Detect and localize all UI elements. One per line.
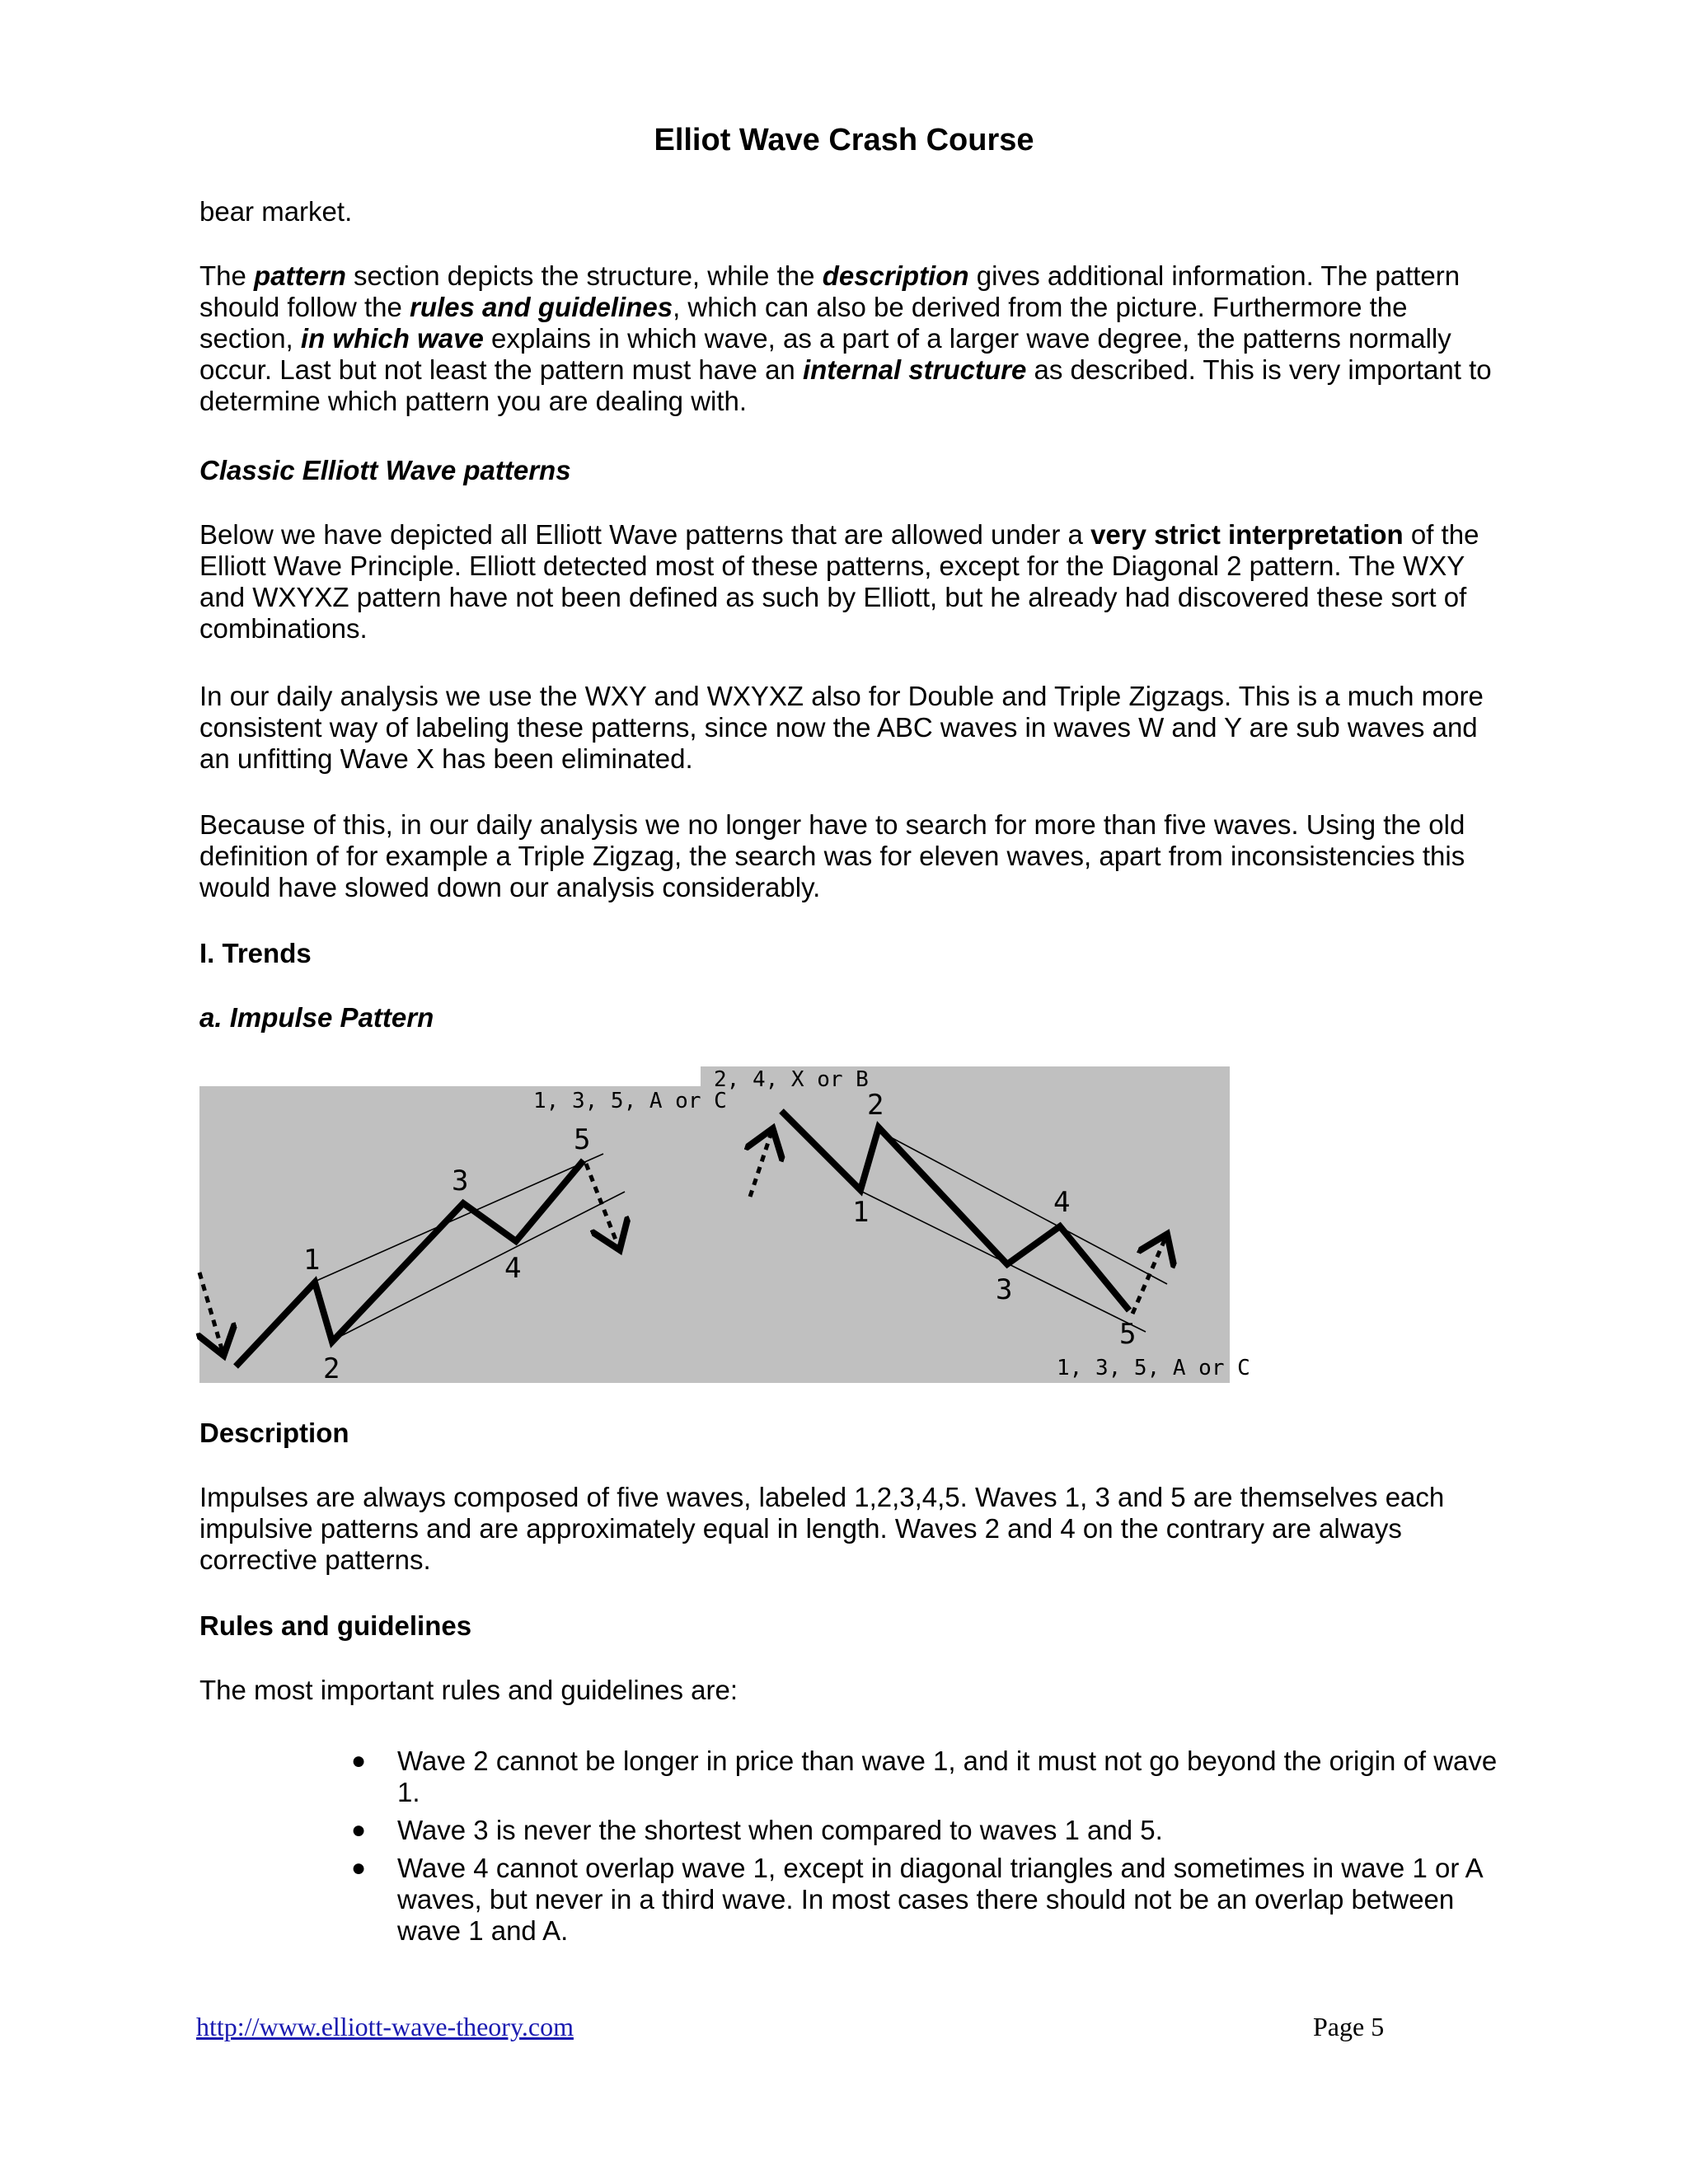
emphasis-internal-structure: internal structure [802, 354, 1027, 385]
left-diagram-background [199, 1086, 701, 1383]
page-title: Elliot Wave Crash Course [654, 123, 1034, 157]
right-wave-label-3: 3 [996, 1273, 1013, 1306]
emphasis-strict: very strict interpretation [1090, 519, 1404, 550]
rules-list [351, 1746, 1502, 1953]
rules-intro: The most important rules and guidelines are: [199, 1675, 738, 1705]
list-item-text: Wave 2 cannot be longer in price than wave 1, and it must not go beyond the origin of wave 1. [397, 1746, 1498, 1807]
text-run: of the Elliott Wave Principle. Elliott detected most of these patterns, except for the Diagonal 2 pattern. The WXY and WXYXZ pattern have not been defined as such by Elliott, but he already had discovered these sort of combinations. [199, 519, 1479, 644]
text-run: as described. This is very important to determine which pattern you are dealing with. [199, 354, 1492, 416]
continued-text: bear market. [199, 196, 353, 227]
right-wave-label-5: 5 [1119, 1318, 1137, 1351]
text-run: gives additional information. The pattern should follow the [199, 260, 1461, 322]
rules-heading: Rules and guidelines [199, 1610, 472, 1641]
text-run: section depicts the structure, while the [345, 260, 823, 291]
text-run: Below we have depicted all Elliott Wave patterns that are allowed under a [199, 519, 1091, 550]
description-heading: Description [199, 1418, 349, 1448]
left-wave-label-5: 5 [574, 1123, 591, 1156]
impulse-diagram [199, 1066, 1250, 1385]
left-wave-label-1: 1 [303, 1244, 321, 1277]
emphasis-pattern: pattern [254, 260, 346, 291]
list-item-text: Wave 3 is never the shortest when compared to waves 1 and 5. [397, 1815, 1163, 1845]
left-wave-label-3: 3 [452, 1165, 469, 1197]
right-top-label: 2, 4, X or B [714, 1067, 869, 1092]
intro-paragraph [199, 260, 1502, 417]
right-wave-label-4: 4 [1053, 1186, 1071, 1219]
impulse-pattern-figure [199, 1066, 1250, 1385]
classic-paragraph-3: Because of this, in our daily analysis we no longer have to search for more than five waves. Using the old definition of for example a Triple Zigzag, the search was for eleven waves, apart from inconsistencies this would have slowed down our analysis considerably. [199, 809, 1465, 902]
text-run: , which can also be derived from the picture. Furthermore the section, [199, 292, 1408, 354]
emphasis-description: description [822, 260, 969, 291]
bullet-icon: ● [351, 1747, 367, 1774]
list-item-text: Wave 4 cannot overlap wave 1, except in diagonal triangles and sometimes in wave 1 or A waves, but never in a third wave. In most cases there should not be an overlap between wave 1 and A. [397, 1853, 1482, 1946]
text-run: explains in which wave, as a part of a larger wave degree, the patterns normally occur. Last but not least the pattern must have an [199, 323, 1451, 385]
bullet-icon: ● [351, 1816, 367, 1844]
classic-paragraph-1 [199, 519, 1502, 644]
page-number: Page 5 [1313, 2012, 1385, 2041]
right-wave-label-1: 1 [852, 1196, 870, 1229]
left-wave-label-4: 4 [504, 1252, 522, 1285]
list-item [351, 1853, 1502, 1947]
impulse-subheading: a. Impulse Pattern [199, 1002, 434, 1033]
trends-heading: I. Trends [199, 938, 312, 968]
left-wave-label-2: 2 [323, 1352, 340, 1385]
bullet-icon: ● [351, 1854, 367, 1882]
right-wave-label-2: 2 [867, 1089, 884, 1122]
emphasis-in-which-wave: in which wave [300, 323, 484, 354]
footer-website-link[interactable]: http://www.elliott-wave-theory.com [196, 2012, 574, 2041]
classic-paragraph-2: In our daily analysis we use the WXY and WXYXZ also for Double and Triple Zigzags. This is a much more consistent way of labeling these patterns, since now the ABC waves in waves W and Y are sub waves and an unfitting Wave X has been eliminated. [199, 681, 1484, 774]
emphasis-rules: rules and guidelines [410, 292, 673, 322]
list-item [351, 1746, 1502, 1808]
left-top-label: 1, 3, 5, A or C [533, 1089, 727, 1113]
right-bottom-label: 1, 3, 5, A or C [1057, 1356, 1250, 1380]
list-item [351, 1815, 1502, 1846]
classic-heading: Classic Elliott Wave patterns [199, 455, 571, 485]
description-text: Impulses are always composed of five waves, labeled 1,2,3,4,5. Waves 1, 3 and 5 are themselves each impulsive patterns and are approximately equal in length. Waves 2 and 4 on the contrary are always corrective patterns. [199, 1482, 1445, 1575]
text-run: The [199, 260, 255, 291]
